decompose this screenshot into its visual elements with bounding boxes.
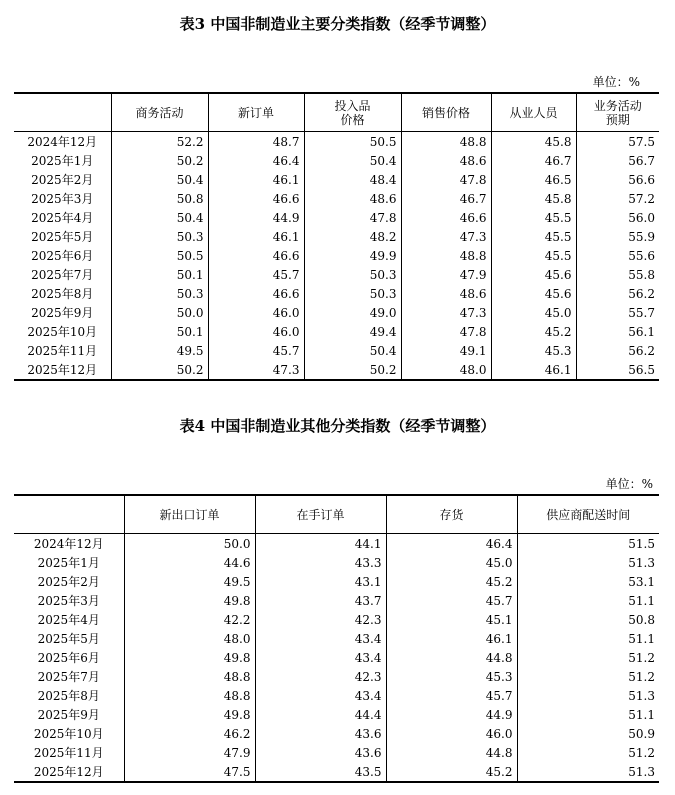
table3-row bbox=[14, 265, 659, 284]
table-cell: 45.7 bbox=[386, 686, 517, 705]
table-cell: 47.3 bbox=[401, 303, 491, 322]
row-label: 2025年11月 bbox=[14, 341, 111, 360]
row-label: 2025年8月 bbox=[14, 686, 124, 705]
table-cell: 43.4 bbox=[255, 686, 386, 705]
table-cell: 51.2 bbox=[628, 745, 655, 760]
table-cell: 42.3 bbox=[255, 667, 386, 686]
table-cell: 43.6 bbox=[255, 724, 386, 743]
table-cell: 51.3 bbox=[628, 688, 655, 703]
table4-row bbox=[14, 686, 659, 705]
table-cell: 45.8 bbox=[491, 189, 576, 208]
table4-header-row bbox=[14, 495, 659, 534]
table4-row bbox=[14, 667, 659, 686]
table-cell: 55.8 bbox=[628, 267, 655, 282]
table-cell: 44.1 bbox=[255, 534, 386, 554]
table-cell: 48.8 bbox=[401, 132, 491, 152]
table-cell: 51.2 bbox=[628, 669, 655, 684]
table-cell: 45.7 bbox=[386, 591, 517, 610]
row-label: 2025年1月 bbox=[14, 151, 111, 170]
table-cell: 50.1 bbox=[111, 322, 208, 341]
table4-header-supplier-delivery: 供应商配送时间 bbox=[517, 495, 659, 534]
table3-row bbox=[14, 151, 659, 170]
row-label: 2025年7月 bbox=[14, 265, 111, 284]
table-cell: 44.8 bbox=[386, 743, 517, 762]
table-cell: 46.2 bbox=[124, 724, 255, 743]
table-cell: 49.9 bbox=[304, 246, 401, 265]
row-label: 2025年9月 bbox=[14, 303, 111, 322]
table-cell: 42.2 bbox=[124, 610, 255, 629]
table-cell: 47.3 bbox=[401, 227, 491, 246]
row-label: 2025年12月 bbox=[14, 360, 111, 380]
table-cell: 49.8 bbox=[124, 705, 255, 724]
table-cell: 43.1 bbox=[255, 572, 386, 591]
table-cell: 46.1 bbox=[208, 170, 304, 189]
table-cell: 43.7 bbox=[255, 591, 386, 610]
table-cell: 50.5 bbox=[111, 246, 208, 265]
table-cell: 47.8 bbox=[401, 322, 491, 341]
table-cell: 50.4 bbox=[111, 208, 208, 227]
table-cell: 50.2 bbox=[111, 151, 208, 170]
table4-header-new-export-orders: 新出口订单 bbox=[124, 495, 255, 534]
table4-header-blank bbox=[14, 495, 124, 534]
table3-row bbox=[14, 322, 659, 341]
table-cell: 45.3 bbox=[491, 341, 576, 360]
row-label: 2025年6月 bbox=[14, 648, 124, 667]
table-cell: 50.9 bbox=[628, 726, 655, 741]
table4-row bbox=[14, 610, 659, 629]
table3 bbox=[14, 92, 659, 381]
table-cell: 45.5 bbox=[491, 227, 576, 246]
table-cell: 43.5 bbox=[255, 762, 386, 782]
table3-row bbox=[14, 170, 659, 189]
table-cell: 46.1 bbox=[208, 227, 304, 246]
table-cell: 46.6 bbox=[401, 208, 491, 227]
table-cell: 48.8 bbox=[124, 686, 255, 705]
table-cell: 43.4 bbox=[255, 648, 386, 667]
table-cell: 51.1 bbox=[628, 631, 655, 646]
table4-row bbox=[14, 629, 659, 648]
table-cell: 45.2 bbox=[386, 762, 517, 782]
table-cell: 44.6 bbox=[124, 553, 255, 572]
row-label: 2025年3月 bbox=[14, 189, 111, 208]
table-cell: 51.1 bbox=[628, 707, 655, 722]
row-label: 2025年2月 bbox=[14, 572, 124, 591]
table-cell: 45.1 bbox=[386, 610, 517, 629]
table-cell: 50.4 bbox=[304, 341, 401, 360]
table-cell: 48.2 bbox=[304, 227, 401, 246]
table-cell: 48.0 bbox=[401, 360, 491, 380]
table4-title: 表4 中国非制造业其他分类指数（经季节调整） bbox=[179, 417, 496, 435]
row-label: 2025年9月 bbox=[14, 705, 124, 724]
table3-row bbox=[14, 227, 659, 246]
table-cell: 46.1 bbox=[386, 629, 517, 648]
table-cell: 46.0 bbox=[208, 303, 304, 322]
row-label: 2025年5月 bbox=[14, 629, 124, 648]
table3-row bbox=[14, 360, 659, 380]
table-cell: 56.0 bbox=[628, 210, 655, 225]
row-label: 2024年12月 bbox=[14, 534, 124, 554]
table3-row bbox=[14, 208, 659, 227]
table-cell: 56.1 bbox=[628, 324, 655, 339]
table-cell: 45.0 bbox=[491, 303, 576, 322]
table-cell: 50.0 bbox=[111, 303, 208, 322]
table4-header-inventory: 存货 bbox=[386, 495, 517, 534]
table-cell: 50.1 bbox=[111, 265, 208, 284]
table-cell: 46.0 bbox=[208, 322, 304, 341]
table-cell: 48.8 bbox=[401, 246, 491, 265]
row-label: 2025年8月 bbox=[14, 284, 111, 303]
table-cell: 43.6 bbox=[255, 743, 386, 762]
table-cell: 50.3 bbox=[304, 265, 401, 284]
row-label: 2025年6月 bbox=[14, 246, 111, 265]
table-cell: 56.2 bbox=[628, 286, 655, 301]
table4-row bbox=[14, 705, 659, 724]
table3-header-blank bbox=[14, 93, 111, 132]
table3-title: 表3 中国非制造业主要分类指数（经季节调整） bbox=[179, 15, 496, 33]
table3-header-input-prices: 投入品 价格 bbox=[304, 93, 401, 132]
table-cell: 45.6 bbox=[491, 284, 576, 303]
table4 bbox=[14, 494, 659, 783]
table3-header-row bbox=[14, 93, 659, 132]
table4-unit: 单位：% bbox=[605, 477, 653, 491]
table3-row bbox=[14, 341, 659, 360]
table-cell: 46.4 bbox=[208, 151, 304, 170]
table-cell: 45.2 bbox=[386, 572, 517, 591]
table-cell: 46.0 bbox=[386, 724, 517, 743]
table-cell: 46.1 bbox=[491, 360, 576, 380]
table-cell: 46.6 bbox=[208, 189, 304, 208]
table-cell: 44.8 bbox=[386, 648, 517, 667]
table-cell: 50.8 bbox=[628, 612, 655, 627]
table4-row bbox=[14, 648, 659, 667]
table-cell: 46.6 bbox=[208, 284, 304, 303]
row-label: 2025年12月 bbox=[14, 762, 124, 782]
table-cell: 50.2 bbox=[111, 360, 208, 380]
table-cell: 56.5 bbox=[576, 360, 659, 380]
table4-row bbox=[14, 743, 659, 762]
table-cell: 46.5 bbox=[491, 170, 576, 189]
table-cell: 49.4 bbox=[304, 322, 401, 341]
table-cell: 50.3 bbox=[304, 284, 401, 303]
table-cell: 49.8 bbox=[124, 648, 255, 667]
row-label: 2025年10月 bbox=[14, 322, 111, 341]
row-label: 2025年11月 bbox=[14, 743, 124, 762]
table-cell: 47.8 bbox=[304, 208, 401, 227]
table-cell: 49.5 bbox=[124, 572, 255, 591]
table-cell: 47.9 bbox=[401, 265, 491, 284]
table-cell: 44.4 bbox=[255, 705, 386, 724]
table-cell: 45.3 bbox=[386, 667, 517, 686]
table-cell: 50.5 bbox=[304, 132, 401, 152]
row-label: 2025年1月 bbox=[14, 553, 124, 572]
table-cell: 48.7 bbox=[208, 132, 304, 152]
table3-row bbox=[14, 303, 659, 322]
table3-row bbox=[14, 246, 659, 265]
table-cell: 52.2 bbox=[111, 132, 208, 152]
table4-row bbox=[14, 724, 659, 743]
table-cell: 45.7 bbox=[208, 341, 304, 360]
table-cell: 45.6 bbox=[491, 265, 576, 284]
table-cell: 43.4 bbox=[255, 629, 386, 648]
table-cell: 47.5 bbox=[124, 762, 255, 782]
table3-header-sales-prices: 销售价格 bbox=[401, 93, 491, 132]
table-cell: 50.0 bbox=[124, 534, 255, 554]
table4-row bbox=[14, 591, 659, 610]
table-cell: 51.3 bbox=[628, 555, 655, 570]
table-cell: 51.3 bbox=[517, 762, 659, 782]
table-cell: 48.0 bbox=[124, 629, 255, 648]
table3-row bbox=[14, 132, 659, 152]
table-cell: 45.7 bbox=[208, 265, 304, 284]
table4-row bbox=[14, 572, 659, 591]
table-cell: 48.6 bbox=[401, 284, 491, 303]
row-label: 2025年10月 bbox=[14, 724, 124, 743]
table-cell: 48.6 bbox=[304, 189, 401, 208]
table-cell: 49.0 bbox=[304, 303, 401, 322]
table-cell: 57.5 bbox=[628, 134, 655, 149]
table-cell: 51.1 bbox=[628, 593, 655, 608]
table-cell: 48.8 bbox=[124, 667, 255, 686]
row-label: 2025年4月 bbox=[14, 610, 124, 629]
table-cell: 49.1 bbox=[401, 341, 491, 360]
table-cell: 56.2 bbox=[628, 343, 655, 358]
table-cell: 49.5 bbox=[111, 341, 208, 360]
table-cell: 45.0 bbox=[386, 553, 517, 572]
table-cell: 42.3 bbox=[255, 610, 386, 629]
row-label: 2025年5月 bbox=[14, 227, 111, 246]
table-cell: 46.4 bbox=[386, 534, 517, 554]
table-cell: 50.2 bbox=[304, 360, 401, 380]
table-cell: 46.7 bbox=[401, 189, 491, 208]
row-label: 2025年2月 bbox=[14, 170, 111, 189]
table3-unit: 单位：% bbox=[592, 75, 640, 89]
table-cell: 55.6 bbox=[628, 248, 655, 263]
row-label: 2025年7月 bbox=[14, 667, 124, 686]
table4-row bbox=[14, 762, 659, 782]
table3-row bbox=[14, 189, 659, 208]
row-label: 2025年4月 bbox=[14, 208, 111, 227]
table-cell: 50.3 bbox=[111, 284, 208, 303]
table-cell: 56.7 bbox=[628, 153, 655, 168]
table3-header-employment: 从业人员 bbox=[491, 93, 576, 132]
table-cell: 55.9 bbox=[628, 229, 655, 244]
table-cell: 55.7 bbox=[628, 305, 655, 320]
table-cell: 53.1 bbox=[628, 574, 655, 589]
table-cell: 44.9 bbox=[208, 208, 304, 227]
table-cell: 45.2 bbox=[491, 322, 576, 341]
row-label: 2025年3月 bbox=[14, 591, 124, 610]
table3-header-expectations: 业务活动 预期 bbox=[576, 93, 659, 132]
table-cell: 47.3 bbox=[208, 360, 304, 380]
table-cell: 57.2 bbox=[628, 191, 655, 206]
table-cell: 45.5 bbox=[491, 208, 576, 227]
table-cell: 47.8 bbox=[401, 170, 491, 189]
table-cell: 50.3 bbox=[111, 227, 208, 246]
table3-header-business-activity: 商务活动 bbox=[111, 93, 208, 132]
table4-row bbox=[14, 534, 659, 554]
table-cell: 56.6 bbox=[628, 172, 655, 187]
table-cell: 45.8 bbox=[491, 132, 576, 152]
table3-row bbox=[14, 284, 659, 303]
table-cell: 50.4 bbox=[111, 170, 208, 189]
table-cell: 49.8 bbox=[124, 591, 255, 610]
table-cell: 46.7 bbox=[491, 151, 576, 170]
table-cell: 43.3 bbox=[255, 553, 386, 572]
table-cell: 44.9 bbox=[386, 705, 517, 724]
table-cell: 50.8 bbox=[111, 189, 208, 208]
row-label: 2024年12月 bbox=[14, 132, 111, 152]
table-cell: 48.4 bbox=[304, 170, 401, 189]
table-cell: 45.5 bbox=[491, 246, 576, 265]
table-cell: 51.5 bbox=[628, 536, 655, 551]
table-cell: 51.2 bbox=[628, 650, 655, 665]
table-cell: 50.4 bbox=[304, 151, 401, 170]
table-cell: 48.6 bbox=[401, 151, 491, 170]
table3-header-new-orders: 新订单 bbox=[208, 93, 304, 132]
table-cell: 46.6 bbox=[208, 246, 304, 265]
table4-header-backlog-orders: 在手订单 bbox=[255, 495, 386, 534]
table-cell: 47.9 bbox=[124, 743, 255, 762]
table4-row bbox=[14, 553, 659, 572]
